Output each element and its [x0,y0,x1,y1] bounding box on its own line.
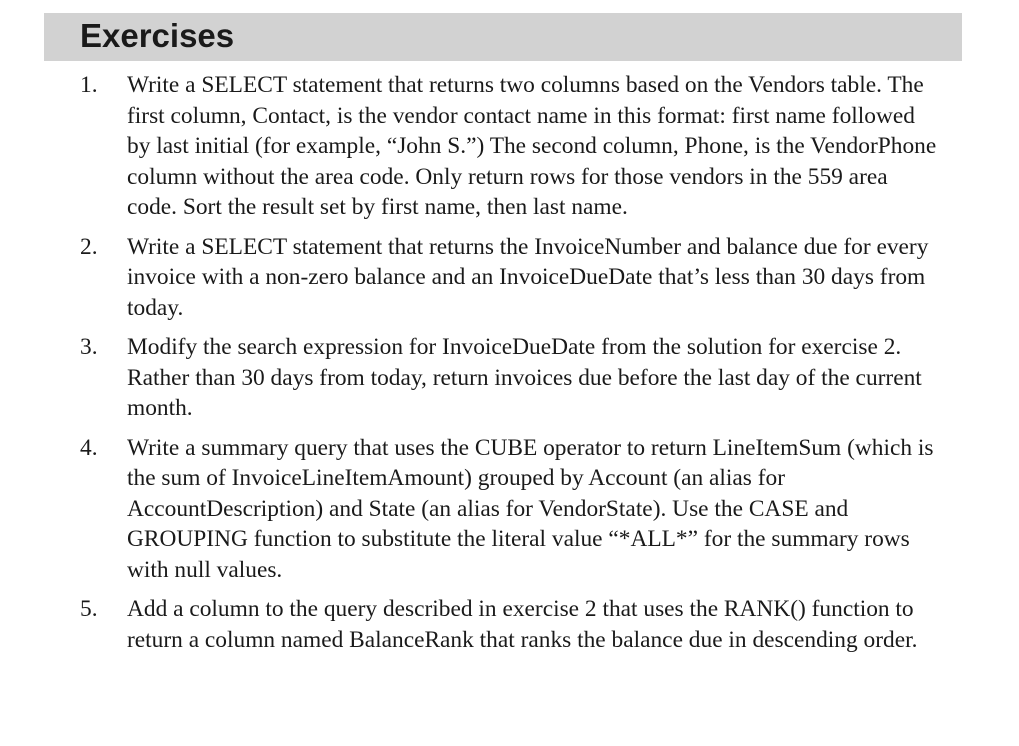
exercise-text: Write a SELECT statement that returns two columns based on the Vendors table. The first column, Contact, is the vendor contact name in this format: first name followed by last initial (for example, “John S.”) The second column, Phone, is the VendorPhone column without the area code. Only return rows for those vendors in the 559 area code. Sort the result set by first name, then last name. [127,72,937,220]
exercise-item-2 [80,232,940,324]
exercise-text: Add a column to the query described in exercise 2 that uses the RANK() function to return a column named BalanceRank that ranks the balance due in descending order. [127,596,918,653]
exercise-item-1 [80,70,940,223]
exercise-item-3 [80,332,940,424]
exercise-item-5 [80,594,940,655]
exercise-text: Write a summary query that uses the CUBE operator to return LineItemSum (which is the sum of InvoiceLineItemAmount) grouped by Account (an alias for AccountDescription) and State (an alias for VendorState). Use the CASE and GROUPING function to substitute the literal value “*ALL*” for the summary rows with null values. [127,434,934,583]
exercise-text: Write a SELECT statement that returns the InvoiceNumber and balance due for every invoice with a non-zero balance and an InvoiceDueDate that’s less than 30 days from today. [127,233,929,321]
section-header [44,13,962,61]
exercise-item-4 [80,433,940,586]
exercise-list [80,70,940,664]
exercise-number: 4. [80,434,98,461]
exercise-text: Modify the search expression for InvoiceDueDate from the solution for exercise 2. Rather than 30 days from today, return invoices due before the last day of the current month. [127,334,922,421]
exercise-number: 2. [80,233,98,260]
section-title: Exercises [80,17,235,54]
exercise-number: 5. [80,596,98,622]
exercise-number: 1. [80,72,98,98]
exercise-number: 3. [80,334,98,360]
